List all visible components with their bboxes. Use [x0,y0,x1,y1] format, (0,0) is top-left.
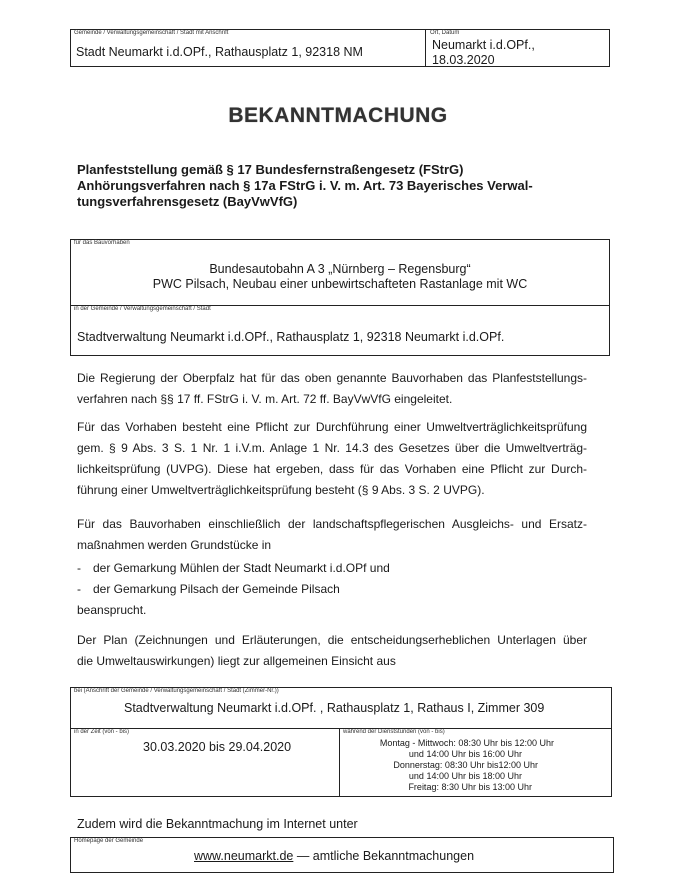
project-line-2: PWC Pilsach, Neubau einer unbewirtschafteten Rastanlage mit WC [152,277,528,291]
project-line-1: Bundesautobahn A 3 „Nürnberg – Regensburg“ [209,262,471,276]
internet-intro: Zudem wird die Bekanntmachung im Internet unter [77,817,358,831]
p3-line-3: beansprucht. [77,603,147,617]
header-divider [425,29,426,67]
p3-line-2: maßnahmen werden Grundstücke in [77,538,272,552]
paragraph-4 [77,630,587,672]
address-caption: bei (Anschrift der Gemeinde / Verwaltungsgemeinschaft / Stadt (Zimmer-Nr.)) [74,688,279,694]
opening-hours [340,738,554,793]
hours-line: Montag - Mittwoch: 08:30 Uhr bis 12:00 Uhr [379,738,554,748]
authority-address: Stadtverwaltung Neumarkt i.d.OPf., Rathausplatz 1, 92318 Neumarkt i.d.OPf. [77,330,505,344]
inspection-period: 30.03.2020 bis 29.04.2020 [143,740,292,754]
hours-line: Freitag: 8:30 Uhr bis 13:00 Uhr [408,782,532,792]
period-caption: in der Zeit (von - bis) [74,729,130,735]
gemarkung-muehlen: der Gemarkung Mühlen der Stadt Neumarkt i.d.OPf und [93,561,390,575]
paragraph-1 [77,368,587,410]
homepage-suffix: — amtliche Bekanntmachungen [293,849,475,863]
p2-line-1: Für das Vorhaben besteht eine Pflicht zur Durchführung einer Umweltverträglichkeitsprüfung [77,420,587,434]
list-item [77,558,587,579]
hours-line: Donnerstag: 08:30 Uhr bis12:00 Uhr [393,760,538,770]
homepage-link[interactable]: www.neumarkt.de [194,849,294,863]
list-item [77,579,587,600]
municipality-address: Stadt Neumarkt i.d.OPf., Rathausplatz 1, 92318 NM [76,45,363,59]
p4-line-2: die Umweltauswirkungen) liegt zur allgemeinen Einsicht aus [77,654,396,668]
inspection-divider-h [70,728,612,729]
p1-line-2: verfahren nach §§ 17 ff. FStrG i. V. m. Art. 72 ff. BayVwVfG eingeleitet. [77,392,453,406]
hours-line: und 14:00 Uhr bis 16:00 Uhr [408,749,522,759]
p4-line-1: Der Plan (Zeichnungen und Erläuterungen, die entscheidungserheblichen Unterlagen über [77,633,587,647]
p2-line-4: führung einer Umweltverträglichkeitsprüfung besteht (§ 9 Abs. 3 S. 2 UVPG). [77,483,485,497]
p2-line-3: lichkeitsprüfung (UVPG). Diese hat ergeben, dass für das Vorhaben eine Pflicht zur Durch- [77,462,587,476]
place-line: Neumarkt i.d.OPf., [432,38,535,52]
homepage-caption: Homepage der Gemeinde [74,838,144,844]
hours-caption: während der Dienststunden (von - bis) [343,729,445,735]
paragraph-3 [77,514,587,621]
header-right-caption: Ort, Datum [430,30,460,36]
heading-line-3: tungsverfahrensgesetz (BayVwVfG) [77,194,298,209]
header-left-caption: Gemeinde / Verwaltungsgemeinschaft / Stadt mit Anschrift [74,30,229,36]
heading-line-1: Planfeststellung gemäß § 17 Bundesfernstraßengesetz (FStrG) [77,162,464,177]
date-line: 18.03.2020 [432,53,495,67]
authority-caption: in der Gemeinde / Verwaltungsgemeinschaft / Stadt [74,306,211,312]
list-dash: - [77,582,81,596]
paragraph-2 [77,417,587,501]
hours-line: und 14:00 Uhr bis 18:00 Uhr [408,771,522,781]
p2-line-2: gem. § 9 Abs. 3 S. 1 Nr. 1 i.V.m. Anlage 1 Nr. 14.3 des Gesetzes über die Umweltverträg- [77,441,587,455]
gemarkung-pilsach: der Gemarkung Pilsach der Gemeinde Pilsach [93,582,340,596]
heading-line-2: Anhörungsverfahren nach § 17a FStrG i. V. m. Art. 73 Bayerisches Verwal- [77,178,533,193]
procedure-heading [77,162,533,210]
list-dash: - [77,561,81,575]
inspection-address: Stadtverwaltung Neumarkt i.d.OPf. , Rathausplatz 1, Rathaus I, Zimmer 309 [124,701,545,715]
project-caption: für das Bauvorhaben [74,240,130,246]
p3-line-1: Für das Bauvorhaben einschließlich der landschaftspflegerischen Ausgleichs- und Ersatz- [77,517,587,531]
document-title: BEKANNTMACHUNG [228,104,448,127]
homepage-line [194,849,474,863]
p1-line-1: Die Regierung der Oberpfalz hat für das oben genannte Bauvorhaben das Planfeststellungs- [77,371,587,385]
